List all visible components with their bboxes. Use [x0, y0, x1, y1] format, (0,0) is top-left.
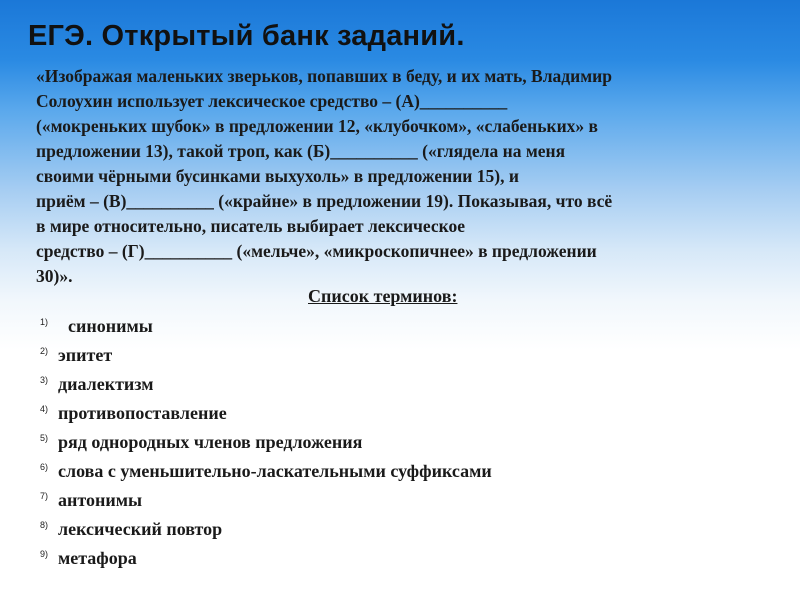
- term-item: [40, 515, 492, 544]
- term-number: 5): [40, 433, 49, 443]
- paragraph-line: в мире относительно, писатель выбирает лексическое: [36, 216, 466, 236]
- term-item: [40, 399, 492, 428]
- term-text: метафора: [58, 548, 137, 568]
- term-number: 1): [40, 317, 49, 327]
- paragraph-line: приём – (В)__________ («крайне» в предложении 19). Показывая, что всё: [36, 191, 613, 211]
- term-item: [40, 486, 492, 515]
- paragraph-line: «Изображая маленьких зверьков, попавших в беду, и их мать, Владимир: [36, 66, 612, 86]
- term-item: [40, 428, 492, 457]
- term-text: лексический повтор: [58, 519, 223, 539]
- term-item: [40, 370, 492, 399]
- paragraph-line: 30)».: [36, 266, 73, 286]
- term-number: 4): [40, 404, 49, 414]
- paragraph-line: («мокреньких шубок» в предложении 12, «клубочком», «слабеньких» в: [36, 116, 599, 136]
- paragraph-line: предложении 13), такой троп, как (Б)__________ («глядела на меня: [36, 141, 566, 161]
- term-number: 7): [40, 491, 49, 501]
- term-text: синонимы: [68, 316, 153, 336]
- term-item: [40, 341, 492, 370]
- term-text: антонимы: [58, 490, 143, 510]
- term-number: 9): [40, 549, 49, 559]
- term-text: ряд однородных членов предложения: [58, 432, 363, 452]
- terms-list: [40, 312, 492, 573]
- term-number: 2): [40, 346, 49, 356]
- term-number: 3): [40, 375, 49, 385]
- term-text: эпитет: [58, 345, 113, 365]
- slide-title: ЕГЭ. Открытый банк заданий.: [28, 20, 465, 52]
- term-text: диалектизм: [58, 374, 154, 394]
- term-text: слова с уменьшительно-ласкательными суффиксами: [58, 461, 492, 481]
- task-paragraph: [36, 64, 776, 289]
- paragraph-line: Солоухин использует лексическое средство – (А)__________: [36, 91, 508, 111]
- terms-list-title: Список терминов:: [308, 286, 458, 306]
- paragraph-line: своими чёрными бусинками выхухоль» в предложении 15), и: [36, 166, 519, 186]
- paragraph-line: средство – (Г)__________ («мельче», «микроскопичнее» в предложении: [36, 241, 597, 261]
- term-text: противопоставление: [58, 403, 227, 423]
- term-item: [40, 544, 492, 573]
- term-number: 6): [40, 462, 49, 472]
- term-number: 8): [40, 520, 49, 530]
- term-item: [40, 457, 492, 486]
- term-item: [40, 312, 492, 341]
